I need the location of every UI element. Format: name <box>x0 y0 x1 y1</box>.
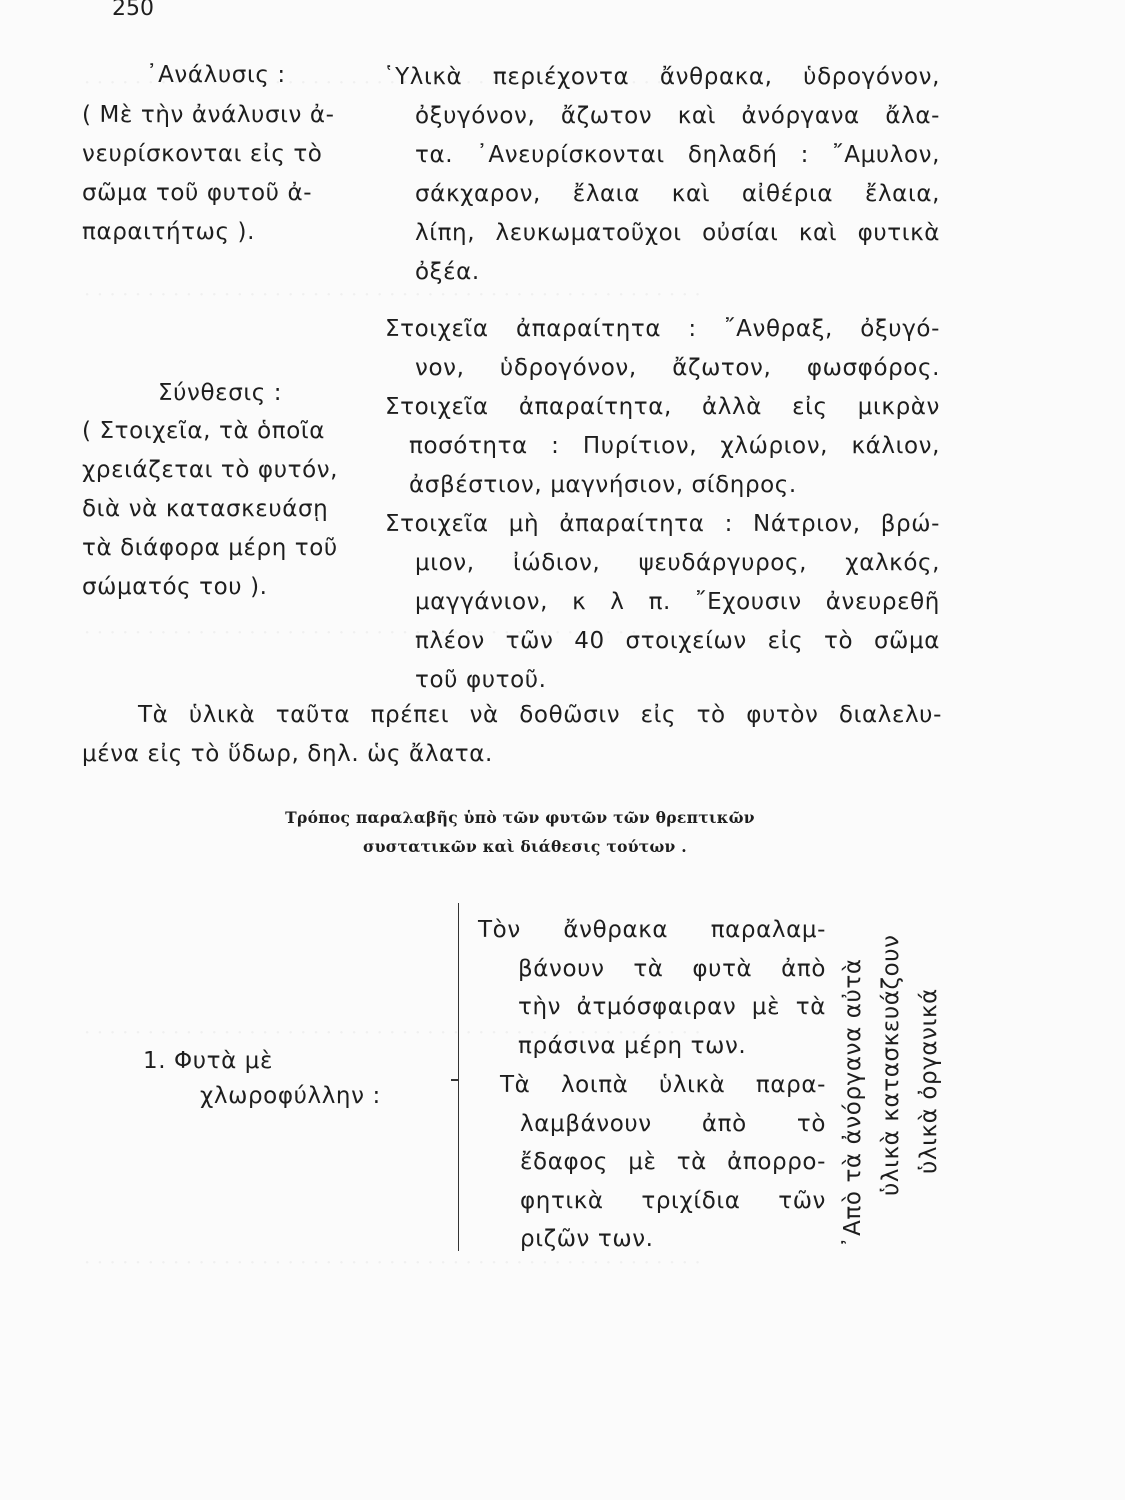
other-materials-line: Τὰ λοιπὰ ὑλικὰ παρα- <box>500 1072 826 1098</box>
plants-label-line: 1. Φυτὰ μὲ <box>143 1048 274 1074</box>
synthesis-label: Σύνθεσις : <box>158 380 283 406</box>
synthesis-text-line: Στοιχεῖα μὴ ἀπαραίτητα : Νάτριον, βρώ- <box>385 511 940 537</box>
synthesis-note-line: χρειάζεται τὸ φυτόν, <box>82 457 339 483</box>
analysis-label: ᾿Ανάλυσις : <box>146 62 286 88</box>
synthesis-note-line: τὰ διάφορα μέρη τοῦ <box>82 535 338 561</box>
synthesis-text-line: πλέον τῶν 40 στοιχείων εἰς τὸ σῶμα <box>415 628 940 654</box>
brace-point <box>451 1079 459 1081</box>
carbon-intake-line: βάνουν τὰ φυτὰ ἀπὸ <box>518 955 826 982</box>
analysis-note <box>82 96 335 252</box>
analysis-note-line: νευρίσκονται εἰς τὸ <box>82 141 323 167</box>
other-materials-line: λαμβάνουν ἀπὸ τὸ <box>520 1110 826 1137</box>
carbon-intake-text <box>478 911 826 1065</box>
synthesis-note-line: ( Στοιχεῖα, τὰ ὁποῖα <box>82 418 326 444</box>
synthesis-text-line: νον, ὑδρογόνον, ἄζωτον, φωσφόρος. <box>415 355 940 381</box>
body-paragraph <box>82 696 942 774</box>
synthesis-text <box>385 310 940 700</box>
analysis-note-line: σῶμα τοῦ φυτοῦ ἀ- <box>82 180 313 206</box>
section-heading-line: συστατικῶν καὶ διάθεσις τούτων . <box>362 837 687 856</box>
plants-label <box>143 1044 381 1114</box>
synthesis-note-line: διὰ νὰ κατασκευάσῃ <box>82 496 329 522</box>
plants-label-line: χλωροφύλλην : <box>200 1083 381 1109</box>
analysis-text-line: σάκχαρον, ἔλαια καὶ αἰθέρια ἔλαια, <box>415 181 940 207</box>
body-paragraph-line: μένα εἰς τὸ ὕδωρ, δηλ. ὡς ἄλατα. <box>82 741 493 767</box>
carbon-intake-line: πράσινα μέρη των. <box>518 1032 747 1059</box>
synthesis-note <box>82 412 338 607</box>
analysis-note-line: παραιτήτως ). <box>82 219 255 245</box>
synthesis-text-line: μαγγάνιον, κ λ π. ῎Εχουσιν ἀνευρεθῆ <box>415 589 940 615</box>
analysis-text-line: τα. ᾿Ανευρίσκονται δηλαδή : ῎Αμυλον, <box>415 142 940 168</box>
synthesis-text-line: Στοιχεῖα ἀπαραίτητα, ἀλλὰ εἰς μικρὰν <box>385 394 940 420</box>
other-materials-line: φητικὰ τριχίδια τῶν <box>520 1187 826 1214</box>
analysis-text-line: ῾Υλικὰ περιέχοντα ἄνθρακα, ὑδρογόνον, <box>383 64 940 90</box>
page-number: 250 <box>112 0 154 21</box>
synthesis-note-line: σώματός του ). <box>82 574 268 600</box>
analysis-text-line: λίπη, λευκωματοῦχοι οὐσίαι καὶ φυτικὰ <box>415 220 940 246</box>
synthesis-text-line: μιον, ἰώδιον, ψευδάργυρος, χαλκός, <box>415 550 940 576</box>
other-materials-text <box>500 1066 826 1259</box>
vertical-text-line-2: ὑλικὰ κατασκευάζουν <box>878 934 904 1196</box>
body-paragraph-line: Τὰ ὑλικὰ ταῦτα πρέπει νὰ δοθῶσιν εἰς τὸ φυτὸν διαλελυ- <box>138 702 942 728</box>
synthesis-text-line: ἀσβέστιον, μαγνήσιον, σίδηρος. <box>409 472 797 498</box>
synthesis-text-line: Στοιχεῖα ἀπαραίτητα : ῎Ανθραξ, ὀξυγό- <box>385 316 940 342</box>
analysis-text-line: ὀξέα. <box>415 259 480 285</box>
synthesis-text-line: τοῦ φυτοῦ. <box>415 667 547 693</box>
carbon-intake-line: τὴν ἀτμόσφαιραν μὲ τὰ <box>518 994 826 1020</box>
section-heading <box>220 803 820 861</box>
brace-line <box>458 903 459 1251</box>
analysis-note-line: ( Μὲ τὴν ἀνάλυσιν ἀ- <box>82 102 335 128</box>
synthesis-text-line: ποσότητα : Πυρίτιον, χλώριον, κάλιον, <box>409 433 940 459</box>
section-heading-line: Τρόπος παραλαβῆς ὑπὸ τῶν φυτῶν τῶν θρεπτικῶν <box>285 808 755 827</box>
vertical-text-line-3: ὑλικὰ ὀργανικά <box>916 988 942 1174</box>
other-materials-line: ἔδαφος μὲ τὰ ἀπορρο- <box>520 1149 826 1175</box>
other-materials-line: ριζῶν των. <box>520 1226 654 1252</box>
vertical-text-line-1: ᾿Απὸ τὰ ἀνόργανα αὐτὰ <box>840 958 866 1248</box>
carbon-intake-line: Τὸν ἄνθρακα παραλαμ- <box>478 917 826 943</box>
analysis-text <box>385 58 940 292</box>
analysis-text-line: ὀξυγόνον, ἄζωτον καὶ ἀνόργανα ἄλα- <box>415 103 940 129</box>
